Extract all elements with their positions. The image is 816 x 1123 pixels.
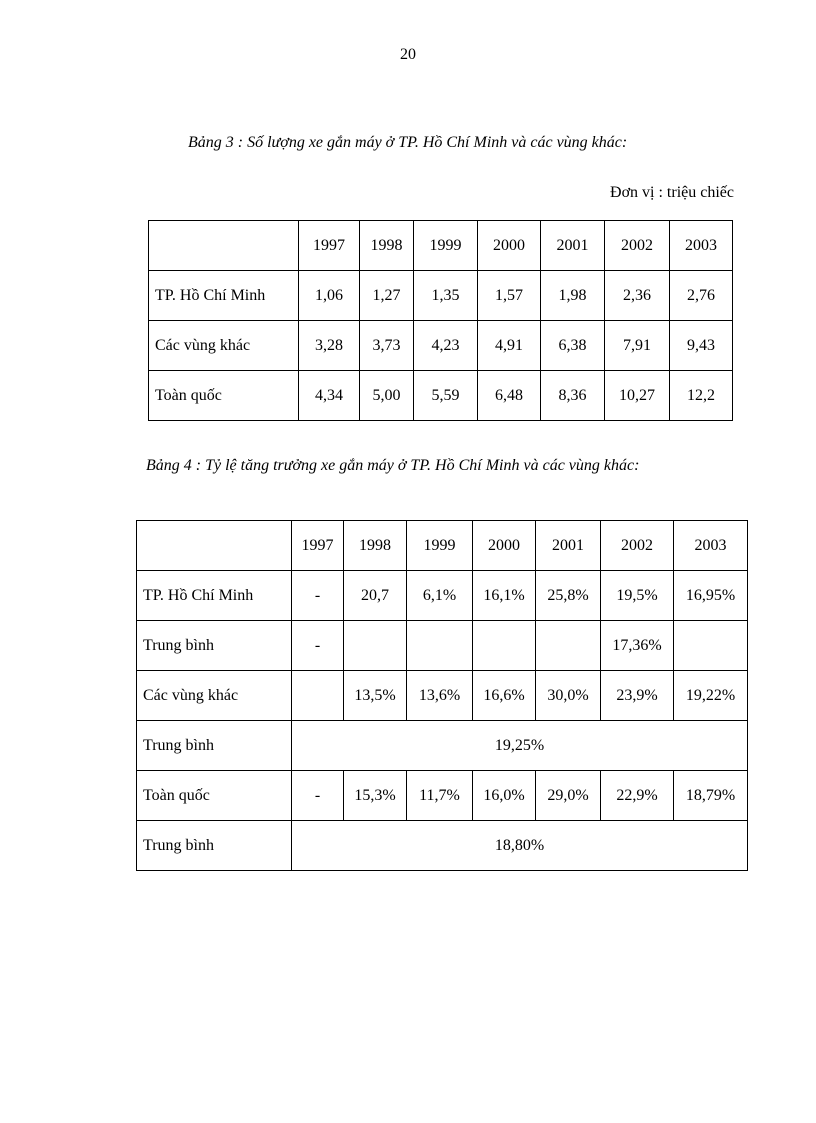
value-cell: 1,57 xyxy=(478,271,541,321)
value-cell: 19,5% xyxy=(601,571,674,621)
year-cell: 2000 xyxy=(478,221,541,271)
year-cell: 2000 xyxy=(473,521,536,571)
table3 xyxy=(148,220,733,421)
value-cell: 12,2 xyxy=(670,371,733,421)
row-label: Trung bình xyxy=(137,721,292,771)
value-cell xyxy=(344,621,407,671)
table-row xyxy=(149,271,733,321)
year-cell: 1997 xyxy=(299,221,360,271)
value-cell: 2,36 xyxy=(605,271,670,321)
table-row xyxy=(137,671,748,721)
row-label: Trung bình xyxy=(137,821,292,871)
year-cell: 2003 xyxy=(670,221,733,271)
value-cell: 16,1% xyxy=(473,571,536,621)
table3-unit: Đơn vị : triệu chiếc xyxy=(610,184,734,201)
table-row xyxy=(137,821,748,871)
value-cell xyxy=(473,621,536,671)
table4-caption: Bảng 4 : Tỷ lệ tăng trưởng xe gắn máy ở TP. Hồ Chí Minh và các vùng khác: xyxy=(146,457,640,474)
table3-corner-cell xyxy=(149,221,299,271)
value-cell: 16,95% xyxy=(674,571,748,621)
row-label: Trung bình xyxy=(137,621,292,671)
value-cell xyxy=(292,671,344,721)
table-row xyxy=(149,371,733,421)
table4-corner-cell xyxy=(137,521,292,571)
year-cell: 1997 xyxy=(292,521,344,571)
average-value: 19,25% xyxy=(292,721,748,771)
table4-header-row xyxy=(137,521,748,571)
year-cell: 2002 xyxy=(601,521,674,571)
year-cell: 2003 xyxy=(674,521,748,571)
value-cell: 29,0% xyxy=(536,771,601,821)
row-label: TP. Hồ Chí Minh xyxy=(137,571,292,621)
value-cell: 22,9% xyxy=(601,771,674,821)
table-row xyxy=(137,771,748,821)
table3-caption: Bảng 3 : Số lượng xe gắn máy ở TP. Hồ Chí Minh và các vùng khác: xyxy=(188,134,628,151)
value-cell: 1,98 xyxy=(541,271,605,321)
year-cell: 2001 xyxy=(536,521,601,571)
value-cell: 25,8% xyxy=(536,571,601,621)
year-cell: 2001 xyxy=(541,221,605,271)
table-row xyxy=(137,721,748,771)
value-cell: 6,1% xyxy=(407,571,473,621)
value-cell: 13,5% xyxy=(344,671,407,721)
value-cell xyxy=(536,621,601,671)
value-cell: 23,9% xyxy=(601,671,674,721)
table-row xyxy=(137,571,748,621)
row-label: TP. Hồ Chí Minh xyxy=(149,271,299,321)
average-value: 18,80% xyxy=(292,821,748,871)
table-row xyxy=(149,321,733,371)
table-row xyxy=(137,621,748,671)
page-number: 20 xyxy=(400,46,416,63)
value-cell xyxy=(407,621,473,671)
value-cell: 2,76 xyxy=(670,271,733,321)
value-cell: - xyxy=(292,621,344,671)
table3-header-row xyxy=(149,221,733,271)
value-cell: 8,36 xyxy=(541,371,605,421)
row-label: Toàn quốc xyxy=(137,771,292,821)
value-cell: 16,0% xyxy=(473,771,536,821)
row-label: Các vùng khác xyxy=(137,671,292,721)
row-label: Các vùng khác xyxy=(149,321,299,371)
year-cell: 1998 xyxy=(344,521,407,571)
value-cell: 9,43 xyxy=(670,321,733,371)
value-cell: 4,34 xyxy=(299,371,360,421)
value-cell: 6,38 xyxy=(541,321,605,371)
value-cell: 18,79% xyxy=(674,771,748,821)
value-cell: 17,36% xyxy=(601,621,674,671)
value-cell: 10,27 xyxy=(605,371,670,421)
value-cell: 5,59 xyxy=(414,371,478,421)
value-cell: 1,27 xyxy=(360,271,414,321)
value-cell: 13,6% xyxy=(407,671,473,721)
value-cell: 1,35 xyxy=(414,271,478,321)
value-cell: 6,48 xyxy=(478,371,541,421)
value-cell: - xyxy=(292,771,344,821)
value-cell: 16,6% xyxy=(473,671,536,721)
value-cell: 3,28 xyxy=(299,321,360,371)
value-cell: 3,73 xyxy=(360,321,414,371)
value-cell: - xyxy=(292,571,344,621)
value-cell: 5,00 xyxy=(360,371,414,421)
value-cell: 1,06 xyxy=(299,271,360,321)
year-cell: 2002 xyxy=(605,221,670,271)
year-cell: 1998 xyxy=(360,221,414,271)
value-cell: 20,7 xyxy=(344,571,407,621)
value-cell: 4,23 xyxy=(414,321,478,371)
row-label: Toàn quốc xyxy=(149,371,299,421)
value-cell xyxy=(674,621,748,671)
value-cell: 30,0% xyxy=(536,671,601,721)
value-cell: 4,91 xyxy=(478,321,541,371)
value-cell: 7,91 xyxy=(605,321,670,371)
value-cell: 15,3% xyxy=(344,771,407,821)
value-cell: 11,7% xyxy=(407,771,473,821)
table4 xyxy=(136,520,748,871)
value-cell: 19,22% xyxy=(674,671,748,721)
year-cell: 1999 xyxy=(407,521,473,571)
year-cell: 1999 xyxy=(414,221,478,271)
